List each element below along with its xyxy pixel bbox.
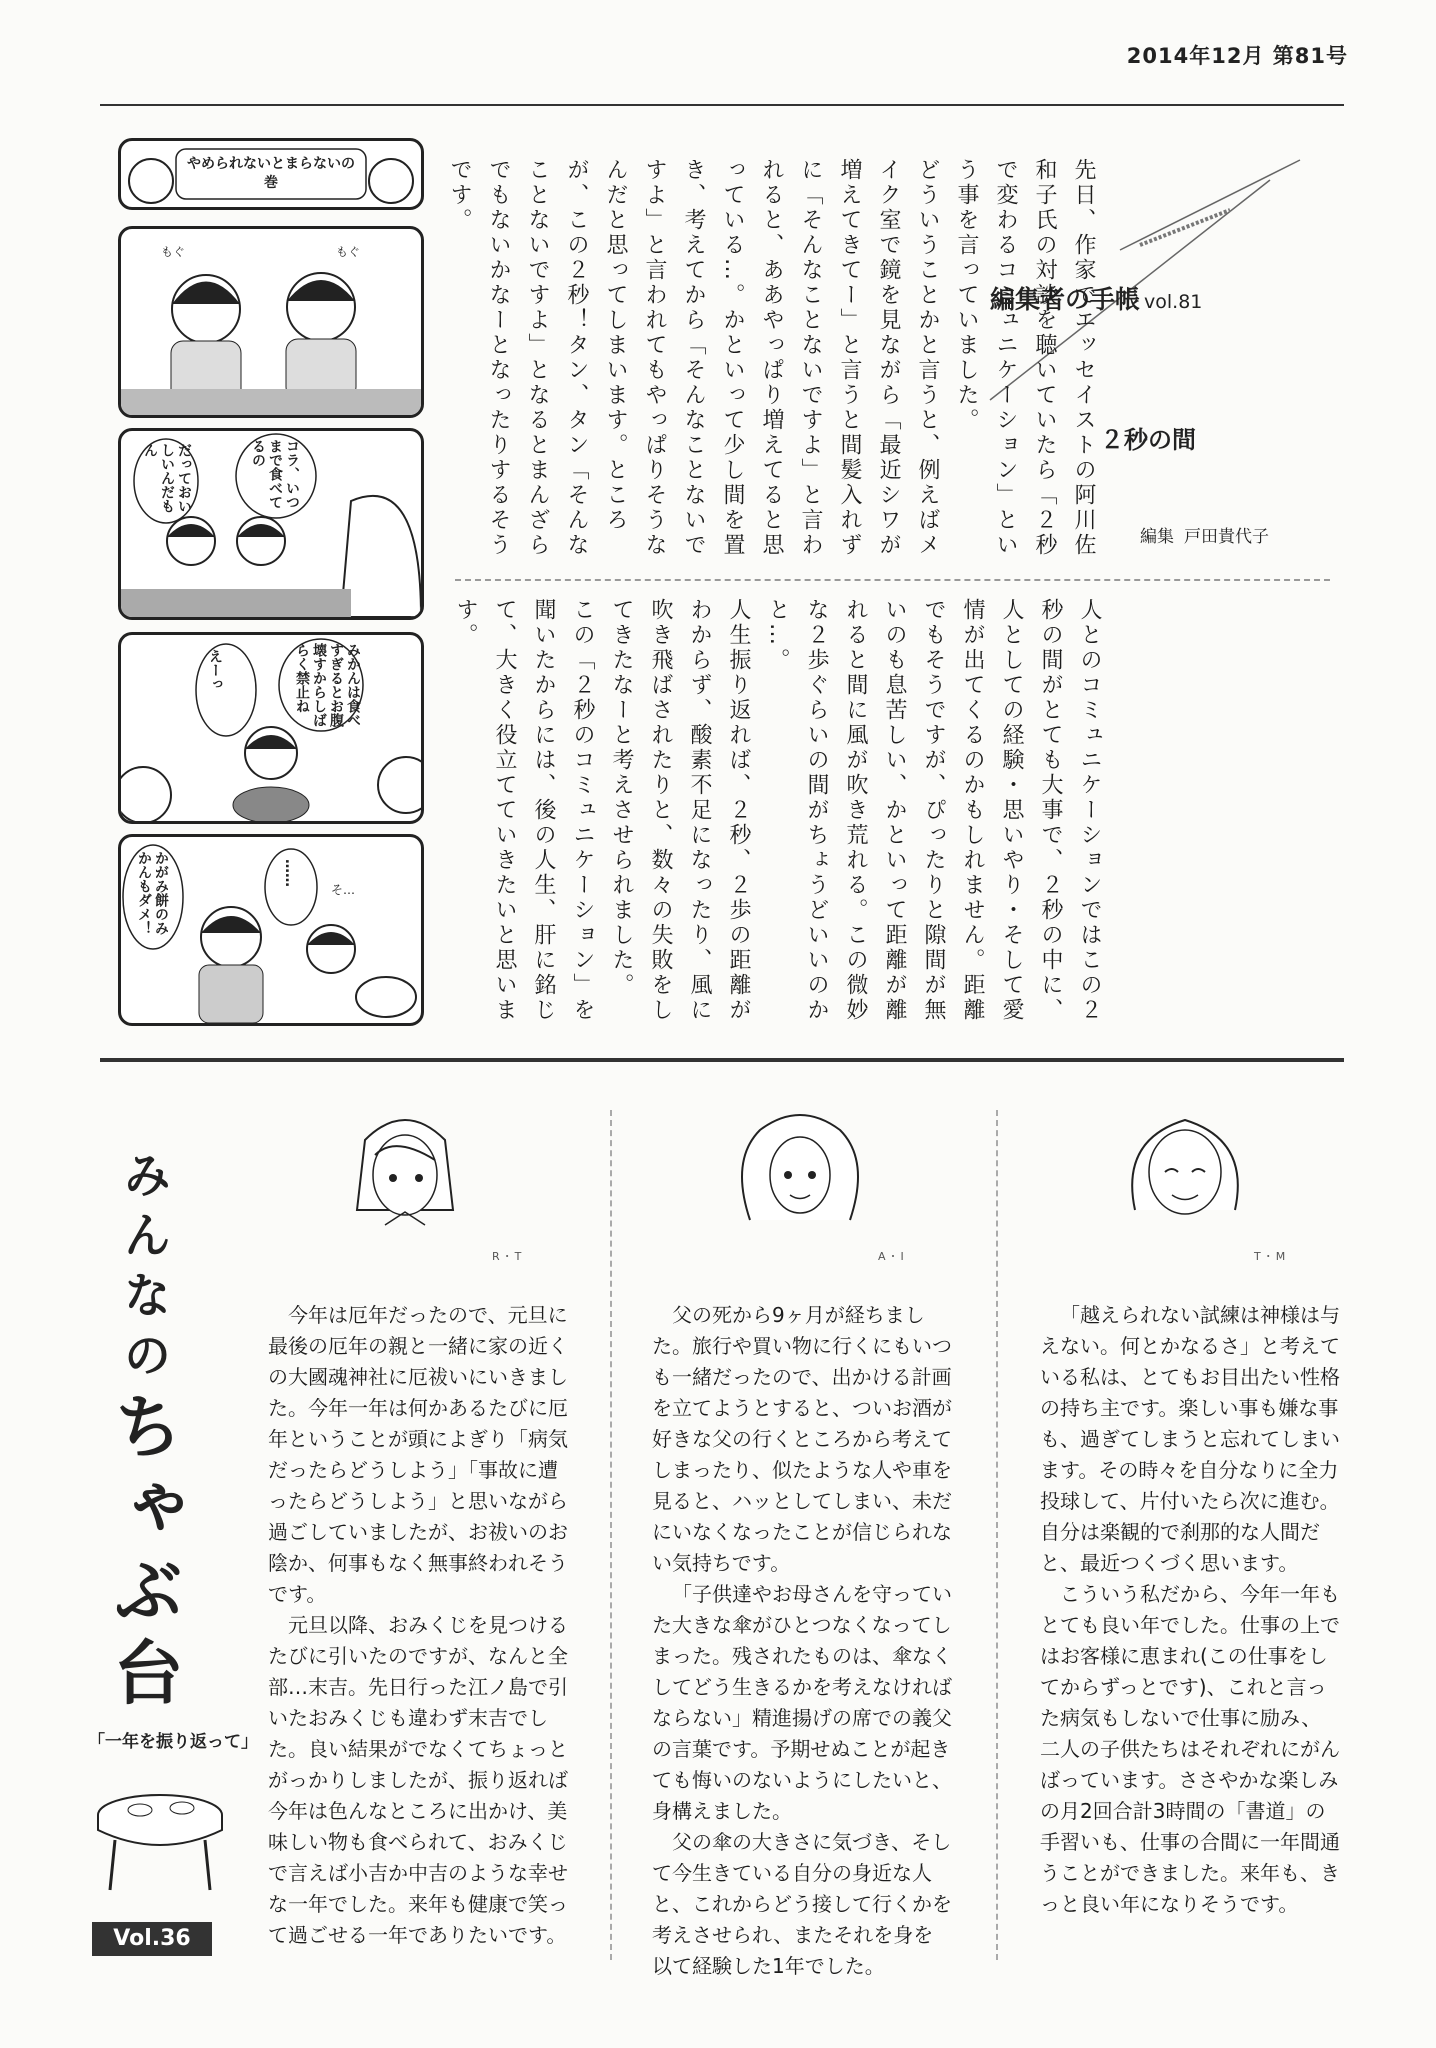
manga-panel-2 xyxy=(118,226,424,418)
dotted-divider xyxy=(455,579,1330,581)
column-vol: vol.81 xyxy=(1144,291,1203,313)
manga-panel-title xyxy=(118,138,424,210)
feature-title xyxy=(102,1150,184,1718)
chabudai-illustration xyxy=(90,1770,230,1900)
portrait-tm-icon xyxy=(1110,1100,1260,1240)
column-divider xyxy=(610,1110,612,1960)
essay-paragraph: 「子供達やお母さんを守っていた大きな傘がひとつなくなってしまった。残されたものは、傘なくしてどう生きるかを考えなければならない」精進揚げの席での義父の言葉です。予期せぬことが起きても悔いのないようにしたいと、身構えました。 xyxy=(652,1582,952,1823)
issue-date: 2014年12月 第81号 xyxy=(1126,44,1348,68)
manga-title: やめられないとまらないの巻 xyxy=(187,156,355,191)
essay-paragraph: こういう私だから、今年一年もとても良い年でした。仕事の上ではお客様に恵まれ(この仕事をしてからずっとです)、これと言った病気もしないで仕事に励み、二人の子供たちはそれぞれにがんばっています。ささやかな楽しみの月2回合計3時間の「書道」の手習いも、仕事の合間に一年間通うことができました。来年も、きっと良い年になりそうです。 xyxy=(1040,1582,1340,1916)
column-subtitle: ２秒の間 xyxy=(1100,426,1196,454)
author-name: 戸田貴代子 xyxy=(1184,527,1269,547)
feature-subtitle: 「一年を振り返って」 xyxy=(88,1732,258,1752)
sfx-text: そ… xyxy=(331,883,356,897)
essay-paragraph: 元旦以降、おみくじを見つけるたびに引いたのですが、なんと全部…末吉。先日行った江ノ島で引いたおみくじも違わず末吉でした。良い結果がでなくてちょっとがっかりしましたが、振り返れば今年は色んなところに出かけ、美味しい物も食べられて、おみくじで言えば小吉か中吉のような幸せな一年でした。来年も健康で笑って過ごせる一年でありたいです。 xyxy=(268,1613,568,1947)
mom-speech: みかんは食べすぎるとお腹壊すからしばらく禁止ね xyxy=(294,643,361,727)
essay-initials: R・T xyxy=(492,1250,524,1263)
essay-paragraph: 父の傘の大きさに気づき、そして今生きている自分の身近な人と、これからどう接して行くかを考えさせられ、またそれを身を以て経験した1年でした。 xyxy=(652,1830,952,1978)
feature-title-big: ちゃぶ台 xyxy=(102,1390,184,1718)
portrait-rt-icon xyxy=(335,1100,475,1240)
author-role: 編集 xyxy=(1140,527,1174,547)
kid-speech: だっておいしいんだもん xyxy=(142,443,192,513)
feature-title-small: みんなの xyxy=(115,1150,171,1390)
column-divider xyxy=(996,1110,998,1960)
column-title-text: 編集者の手帳 xyxy=(990,285,1141,314)
manga-panel-3 xyxy=(118,428,424,620)
top-rule xyxy=(100,104,1344,106)
essay-initials: T・M xyxy=(1254,1250,1288,1263)
essay-paragraph: 父の死から9ヶ月が経ちました。旅行や買い物に行くにもいつも一緒だったので、出かける計画を立てようとすると、ついお酒が好きな父の行くところから考えてしまったり、似たような人や車を見ると、ハッとしてしまい、未だにいなくなったことが信じられない気持ちです。 xyxy=(652,1303,952,1575)
mom-speech: …… xyxy=(282,859,298,887)
portrait-ai-icon xyxy=(720,1100,880,1240)
column-paragraph: 先日、作家でエッセイストの阿川佐和子氏の対談を聴いていたら「２秒で変わるコミュニケーション」という事を言っていました。 xyxy=(954,158,1096,558)
column-paragraph: どういうことかと言うと、例えばメイク室で鏡を見ながら「最近シワが増えてきてー」と言うと間髪入れずに「そんなことないですよ」と言われると、ああやっぱり増えてると思っている…。かといって少し間を置き、考えてから「そんなことないですよ」と言われてもやっぱりそうなんだと思ってしまいます。ところが、この２秒！タン、タン「そんなことないですよ」となるとまんざらでもないかなーとなったりするそうです。 xyxy=(447,158,940,558)
kid-speech: かがみ餅のみかんもダメ！ xyxy=(136,851,169,935)
column-body-bottom xyxy=(446,598,1109,1030)
manga-panel-4 xyxy=(118,632,424,824)
mom-speech: えーっ xyxy=(207,649,223,691)
column-paragraph: この「２秒のコミュニケーション」を聞いたからには、後の人生、肝に銘じて、大きく役立てていきたいと思います。 xyxy=(453,598,595,1023)
sfx-text: もぐ xyxy=(161,245,186,259)
sfx-text: もぐ xyxy=(336,245,361,259)
column-author xyxy=(1140,522,1269,547)
mom-speech: コラ、いつまで食べてるの xyxy=(250,439,300,509)
essay-paragraph: 今年は厄年だったので、元旦に最後の厄年の親と一緒に家の近くの大國魂神社に厄祓いにいきました。今年一年は何かあるたびに厄年ということが頭によぎり「病気だったらどうしよう」「事故に遭ったらどうしよう」と思いながら過ごしていましたが、お祓いのお陰か、何事もなく無事終われそうです。 xyxy=(268,1303,568,1606)
essay-tm xyxy=(1040,1300,1340,1920)
column-body-top xyxy=(440,158,1103,573)
essay-paragraph: 「越えられない試練は神様は与えない。何とかなるさ」と考えている私は、とてもお目出たい性格の持ち主です。楽しい事も嫌な事も、過ぎてしまうと忘れてしまいます。その時々を自分なりに全力投球して、片付いたら次に進む。自分は楽観的で刹那的な人間だと、最近つくづく思います。 xyxy=(1040,1303,1340,1575)
essay-initials: A・I xyxy=(878,1250,906,1263)
column-paragraph: 人とのコミュニケーションではこの２秒の間がとても大事で、２秒の中に、人としての経験・思いやり・そして愛情が出てくるのかもしれません。距離でもそうですが、ぴったりと隙間が無いのも息苦しい、かといって距離が離れると間に風が吹き荒れる。この微妙な２歩ぐらいの間がちょうどいいのかと…。 xyxy=(765,598,1102,1023)
feature-vol-badge: Vol.36 xyxy=(92,1922,212,1956)
middle-rule xyxy=(100,1058,1344,1062)
essay-rt xyxy=(268,1300,568,1951)
manga-panel-5 xyxy=(118,834,424,1026)
essay-ai xyxy=(652,1300,952,1982)
column-paragraph: 人生振り返れば、２秒、２歩の距離がわからず、酸素不足になったり、風に吹き飛ばされたりと、数々の失敗をしてきたなーと考えさせられました。 xyxy=(609,598,751,1023)
